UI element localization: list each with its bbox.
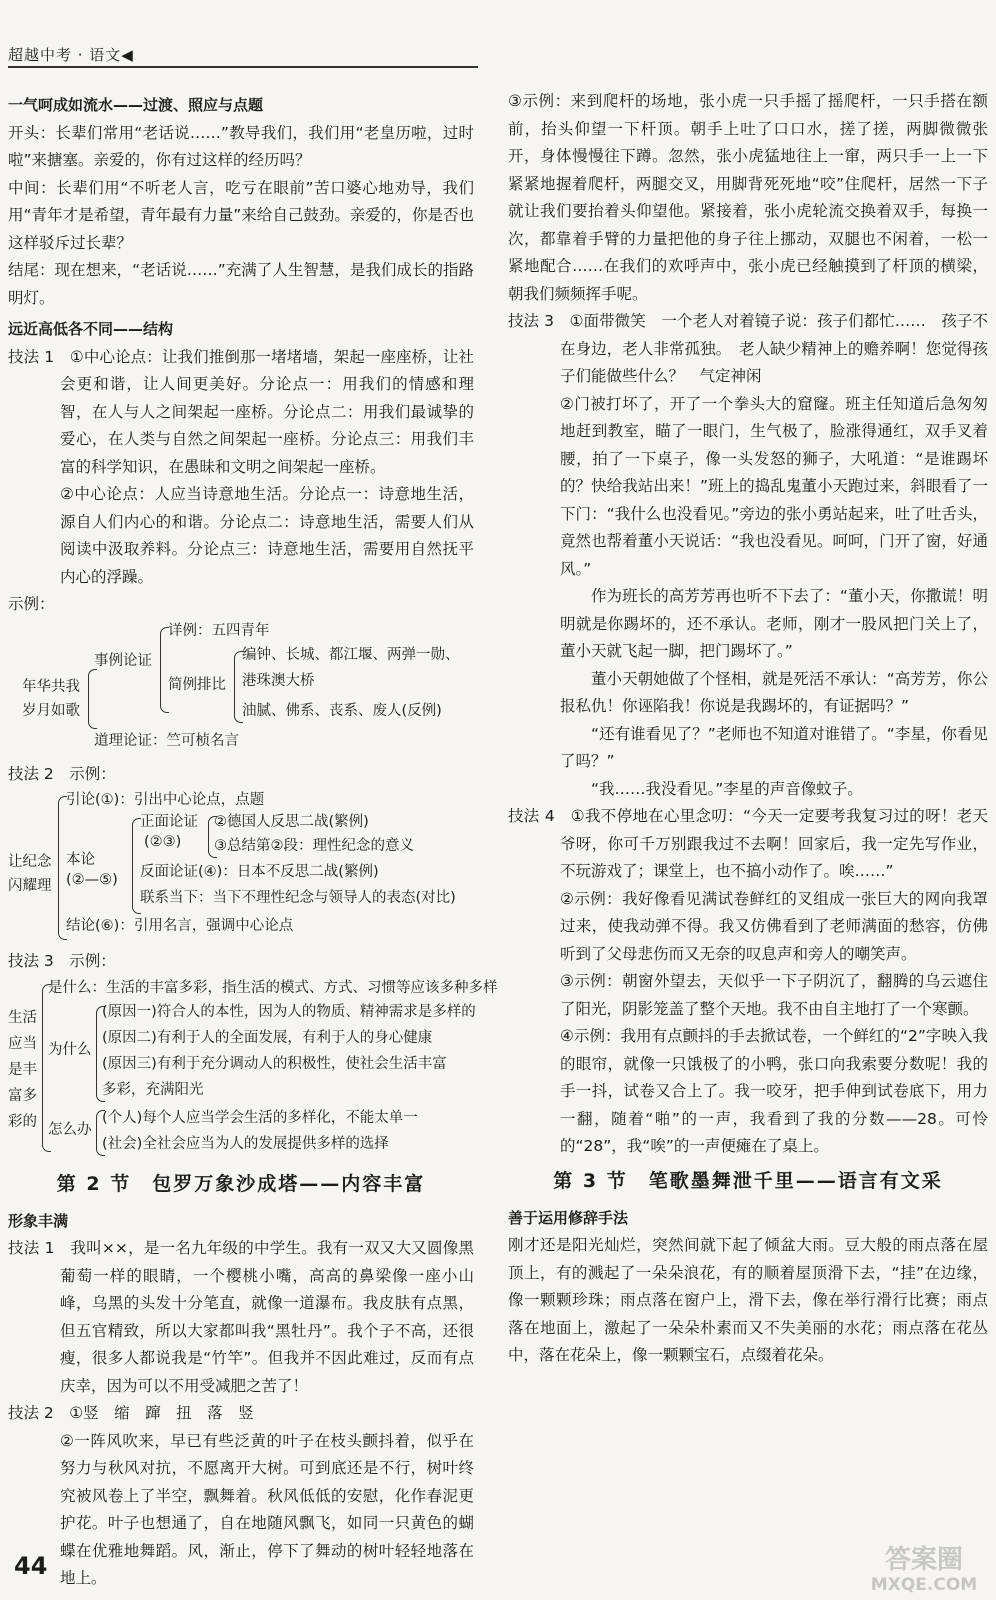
tree3-reason2: (原因二)有利于人的全面发展，有利于人的身心健康	[102, 1029, 433, 1046]
tree2-positive-point2: ③总结第②段：理性纪念的意义	[214, 838, 414, 854]
method4-3: ③示例：朝窗外望去，天似乎一下子阴沉了，翻腾的乌云遮住了阳光，阴影笼盖了整个天地。我不由自主地打了一个寒颤。	[560, 972, 988, 1018]
tree2-root-line2: 闪耀理	[8, 878, 52, 894]
tree2-introduction: 引论(①)：引出中心论点，点题	[66, 792, 265, 808]
section3-title: 第 3 节 笔歌墨舞泄千里——语言有文采	[553, 1169, 943, 1192]
para-rain: 刚才还是阳光灿烂，突然间就下起了倾盆大雨。豆大般的雨点落在屋顶上，有的溅起了一朵朵浪花，有的顺着屋顶滑下去，“挂”在边缘，像一颗颗珍珠；雨点落在窗户上，滑下去，像在举行滑行比赛；雨点落在地面上，激起了一朵朵朴素而又不失美丽的水花；雨点落在花丛中，落在花朵上，像一颗颗宝石，点缀着花朵。	[508, 1236, 988, 1364]
tree3-why: 为什么	[48, 1041, 92, 1058]
tree3-root-line3: 是丰	[8, 1061, 37, 1078]
tree3-how-personal: (个人)每个人应当学会生活的多样化，不能太单一	[102, 1109, 418, 1126]
tree2-positive-label: 正面论证	[140, 814, 198, 830]
para-ending: 结尾：现在想来，“老话说……”充满了人生智慧，是我们成长的指路明灯。	[8, 261, 474, 307]
tree1-brief-line2: 港珠澳大桥	[242, 672, 315, 689]
right-column	[508, 88, 988, 1370]
tree3-how: 怎么办	[48, 1121, 92, 1138]
method4-4: ④示例：我用有点颤抖的手去掀试卷，一个鲜红的“2”字映入我的眼帘，就像一只饿极了的小鸭，张口向我索要分数呢！我的手一抖，试卷又合上了。我一咬牙，把手伸到试卷底下，用力一翻，随着“啪”的一声，我看到了我的分数——28。可怜的“28”，我“唉”的一声便瘫在了桌上。	[560, 1027, 988, 1155]
tree1-detailed-example: 详例：五四青年	[168, 622, 270, 639]
tree3-reason3-cont: 多彩，充满阳光	[102, 1081, 204, 1098]
watermark-line2: MXQE.COM	[870, 1575, 978, 1594]
book-header: 超越中考 · 语文◀	[8, 46, 134, 64]
para-middle: 中间：长辈们用“不听老人言，吃亏在眼前”苦口婆心地劝导，我们用“青年才是希望，青年最有力量”来给自己鼓劲。亲爱的，你是否也这样驳斥过长辈？	[8, 178, 474, 252]
method4-2: ②示例：我好像看见满试卷鲜红的叉组成一张巨大的网向我罩过来，使我动弹不得。我又仿佛看到了老师满面的愁容，仿佛听到了父母悲伤而又无奈的叹息声和旁人的嘲笑声。	[560, 889, 988, 963]
tree2-present-link: 联系当下：当下不理性纪念与领导人的表态(对比)	[140, 890, 456, 906]
section2-title: 第 2 节 包罗万象沙成塔——内容丰富	[56, 1172, 426, 1195]
structure-tree-1	[8, 619, 474, 761]
tree3-root-line5: 彩的	[8, 1113, 37, 1130]
structure-tree-2	[8, 788, 474, 948]
tree2-positive-point1: ②德国人反思二战(繁例)	[214, 814, 369, 830]
heading-structure: 远近高低各不同——结构	[8, 320, 174, 338]
tree1-root-line1: 年华共我	[22, 678, 80, 695]
tree2-conclusion: 结论(⑥)：引用名言，强调中心论点	[66, 918, 294, 934]
tree3-reason3: (原因三)有利于充分调动人的积极性，使社会生活丰富	[102, 1055, 447, 1072]
method3-label: 技法 3 示例：	[8, 952, 116, 970]
door-story-1: ②门被打坏了，开了一个拳头大的窟窿。班主任知道后急匆匆地赶到教室，瞄了一眼门，生气极了，脸涨得通红，双手叉着腰，拍了一下桌子，像一头发怒的狮子，大吼道：“是谁踢坏的？快给我站出来！”班上的捣乱鬼董小天跑过来，斜眼看了一下门：“我什么也没看见。”旁边的张小勇站起来，吐了吐舌头，竟然也帮着董小天说话：“我也没看见。呵呵，门开了窗，好通风。”	[560, 394, 988, 578]
tree2-body-label: 本论	[66, 852, 95, 868]
image-method2-a: 技法 2 ①竖 缩 蹿 扭 落 竖	[8, 1404, 254, 1422]
site-watermark-logo	[858, 1538, 990, 1594]
door-story-4: “还有谁看见了？”老师也不知道对谁错了。“李星，你看见了吗？”	[560, 724, 988, 770]
left-column	[8, 88, 498, 1593]
structure-tree-3	[8, 976, 498, 1164]
tree3-how-society: (社会)全社会应当为人的发展提供多样的选择	[102, 1135, 389, 1152]
heading-vivid-image: 形象丰满	[8, 1211, 69, 1230]
tree3-reason1: (原因一)符合人的本性，因为人的物质、精神需求是多样的	[102, 1003, 476, 1020]
tree3-what: 是什么：生活的丰富多彩，指生活的模式、方式、习惯等应该多种多样	[48, 979, 498, 996]
tree2-body-range: (②—⑤)	[66, 872, 118, 888]
method4-1: 技法 4 ①我不停地在心里念叨：“今天一定要考我复习过的呀！老天爷呀，你可千万别跟我过不去啊！回家后，我一定先写作业，不玩游戏了；课堂上，也不搞小动作了。唉……”	[508, 807, 988, 880]
method3-answers: 技法 3 ①面带微笑 一个老人对着镜子说：孩子们都忙…… 孩子不在身边，老人非常孤独。 老人缺少精神上的赡养啊！您觉得孩子们能做些什么？ 气定神闲	[508, 312, 988, 385]
page-number: 44	[14, 1552, 48, 1580]
image-method2-b: ②一阵风吹来，早已有些泛黄的叶子在枝头颤抖着，似乎在努力与秋风对抗，不愿离开大树。可到底还是不行，树叶终究被风卷上了半空，飘舞着。秋风低低的安慰，化作春泥更护花。叶子也想通了，自在地随风飘飞，如同一只黄色的蝴蝶在优雅地舞蹈。风，渐止，停下了舞动的树叶轻轻地落在地上。	[60, 1431, 474, 1587]
watermark-line1: 答案圈	[884, 1545, 964, 1575]
door-story-2: 作为班长的高芳芳再也听不下去了：“董小天，你撒谎！明明就是你踢坏的，还不承认。老师，刚才一股风把门关上了，董小天就飞起一脚，把门踢坏了。”	[560, 587, 988, 660]
tree1-bracket-root	[88, 669, 97, 729]
method1-b: ②中心论点：人应当诗意地生活。分论点一：诗意地生活，源自人们内心的和谐。分论点二：诗意地生活，需要人们从阅读中汲取养料。分论点三：诗意地生活，需要用自然抚平内心的浮躁。	[60, 485, 474, 586]
para-opening: 开头：长辈们常用“老话说……”教导我们，我们用“老皇历啦，过时啦”来搪塞。亲爱的，你有过这样的经历吗？	[8, 123, 474, 169]
heading-transition: 一气呵成如流水——过渡、照应与点题	[8, 96, 264, 114]
tree3-root-line1: 生活	[8, 1009, 37, 1026]
method1-a: 技法 1 ①中心论点：让我们推倒那一堵堵墙，架起一座座桥，让社会更和谐，让人间更美好。分论点一：用我们的情感和理智，在人与人之间架起一座桥。分论点二：用我们最诚挚的爱心，在人类与自然之间架起一座桥。分论点三：用我们丰富的科学知识，在愚昧和文明之间架起一座桥。	[8, 347, 474, 476]
tree1-brief-line3: 油腻、佛系、丧系、废人(反例)	[242, 702, 442, 719]
tree1-root-line2: 岁月如歌	[22, 702, 80, 719]
tree1-brief-examples: 简例排比	[168, 676, 226, 693]
tree1-reason-argument: 道理论证：竺可桢名言	[94, 732, 239, 749]
tree3-root-line4: 富多	[8, 1087, 37, 1104]
tree1-case-argument: 事例论证	[94, 652, 152, 669]
door-story-5: “我……我没看见。”李星的声音像蚊子。	[591, 779, 863, 798]
door-story-3: 董小天朝她做了个怪相，就是死活不承认：“高芳芳，你公报私仇！你诬陷我！你说是我踢坏的，有证据吗？”	[560, 669, 988, 715]
tree3-root-line2: 应当	[8, 1035, 37, 1052]
example-label: 示例：	[8, 595, 55, 613]
tree1-brief-line1: 编钟、长城、都江堰、两弹一勋、	[242, 646, 460, 663]
tree2-root-line1: 让纪念	[8, 854, 52, 870]
tree2-positive-range: (②③)	[144, 834, 182, 850]
image-method1: 技法 1 我叫××，是一名九年级的中学生。我有一双又大又圆像黑葡萄一样的眼睛，一个樱桃小嘴，高高的鼻梁像一座小山峰，乌黑的头发十分笔直，就像一道瀑布。我皮肤有点黑，但五官精致，所以大家都叫我“黑牡丹”。我个子不高，还很瘦，很多人都说我是“竹竿”。但我并不因此难过，反而有点庆幸，因为可以不用受减肥之苦了！	[8, 1239, 474, 1395]
header-rule	[8, 66, 478, 68]
tree2-negative-argument: 反面论证(④)：日本不反思二战(繁例)	[140, 864, 379, 880]
para-pole-climb: ③示例：来到爬杆的场地，张小虎一只手摇了摇爬杆，一只手搭在额前，抬头仰望一下杆顶。朝手上吐了口口水，搓了搓，两脚微微张开，身体慢慢往下蹲。忽然，张小虎猛地往上一窜，两只手一上一下紧紧地握着爬杆，两腿交叉，用脚背死死地“咬”住爬杆，居然一下子就让我们要抬着头仰望他。紧接着，张小虎轮流交换着双手，每换一次，都靠着手臂的力量把他的身子往上挪动，双腿也不闲着，一松一紧地配合……在我们的欢呼声中，张小虎已经触摸到了杆顶的横梁，朝我们频频挥手呢。	[508, 92, 988, 303]
heading-rhetoric: 善于运用修辞手法	[508, 1208, 629, 1227]
method2-label: 技法 2 示例：	[8, 764, 116, 783]
